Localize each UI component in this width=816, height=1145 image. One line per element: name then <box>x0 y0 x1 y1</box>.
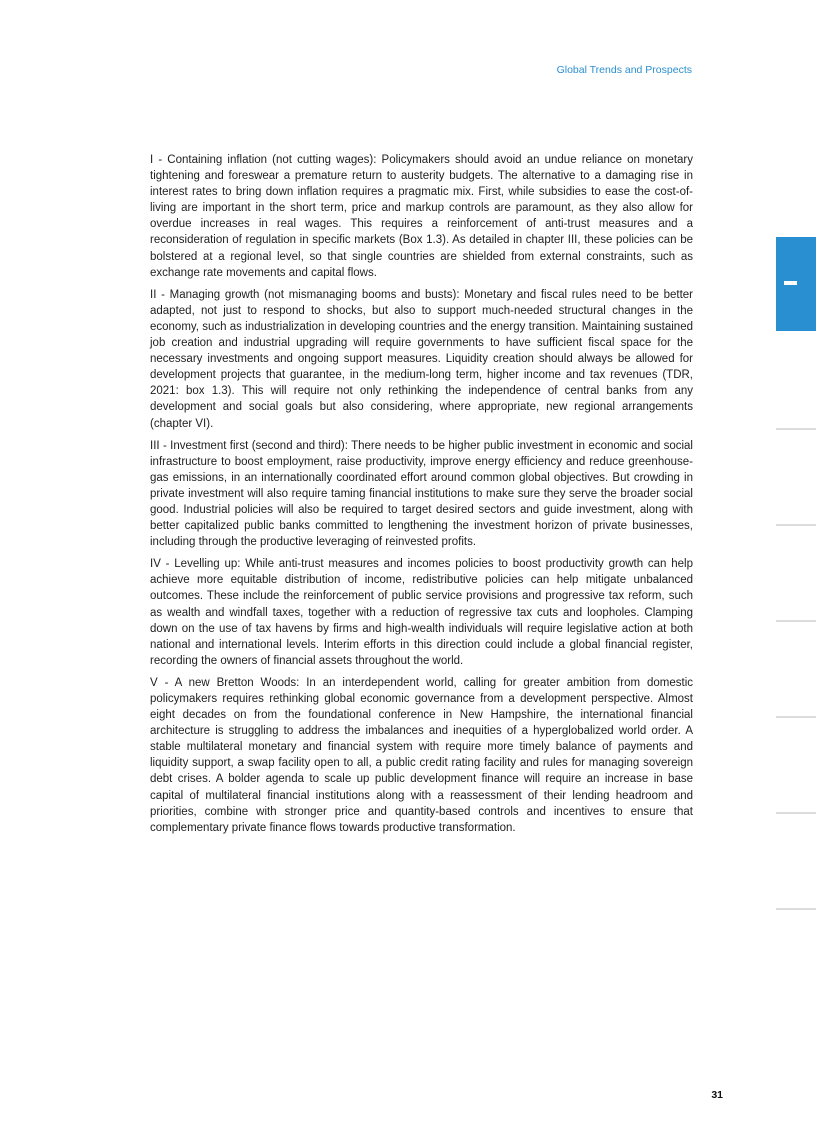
policy-paragraph-1: I - Containing inflation (not cutting wages): Policymakers should avoid an undue reliance on monetary tightening and foreswear a premature return to austerity budgets. The alternative to a damaging rise in interest rates to bring down inflation requires a pragmatic mix. First, while subsidies to ease the cost-of-living are important in the short term, price and markup controls are paramount, as they also allow for overdue increases in real wages. This requires a reinforcement of anti-trust measures and a reconsideration of regulation in specific markets (Box 1.3). As detailed in chapter III, these policies can be bolstered at a regional level, so that single countries are shielded from external constraints, such as exchange rate movements and capital flows. <box>150 154 693 279</box>
chapter-numeral-mark <box>784 281 797 285</box>
policy-paragraph-5: V - A new Bretton Woods: In an interdependent world, calling for greater ambition from domestic policymakers requires rethinking global economic governance from a development perspective. Almost eight decades on from the foundational conference in New Hampshire, the international financial architecture is struggling to address the imbalances and inequities of a hyperglobalized world order. A stable multilateral monetary and financial system with require more timely balance of payments and liquidity support, a swap facility open to all, a public credit rating facility and rules for managing sovereign debt crises. A bolder agenda to scale up public development finance will require an increase in base capital of multilateral financial institutions along with a reassessment of their lending headroom and priorities, combine with stronger price and quantity-based controls and incentives to ensure that complementary private finance flows towards productive transformation. <box>150 676 693 834</box>
chapter-tab-divider <box>776 812 816 814</box>
chapter-tab[interactable] <box>776 237 816 331</box>
chapter-tab-divider <box>776 524 816 526</box>
policy-paragraph-3: III - Investment first (second and third): There needs to be higher public investment in economic and social infrastructure to boost employment, raise productivity, improve energy efficiency and reduce greenhouse-gas emissions, in an internationally coordinated effort around common global objectives. But crowding in private investment will also require taming financial institutions to make sure they serve the broader social good. Industrial policies will also be required to target desired sectors and guide investment, along with better capitalized public banks committed to lengthening the investment horizon of private businesses, including through the productive leveraging of reinvested profits. <box>150 439 693 549</box>
chapter-tab-divider <box>776 620 816 622</box>
body-text <box>150 152 693 842</box>
chapter-tab-divider <box>776 716 816 718</box>
page-number: 31 <box>711 1089 723 1101</box>
policy-paragraph-2: II - Managing growth (not mismanaging booms and busts): Monetary and fiscal rules need to be better adapted, not just to respond to shocks, but also to support much-needed structural changes in the economy, such as industrialization in developing countries and the energy transition. Maintaining sustained job creation and industrial upgrading will require governments to have sufficient fiscal space for the necessary investments and ongoing support measures. Liquidity creation should always be allowed for development projects that guarantee, in the medium-long term, higher income and tax revenues (TDR, 2021: box 1.3). This will require not only rethinking the independence of central banks from any development and social goals but also considering, where appropriate, new regional arrangements (chapter VI). <box>150 288 693 430</box>
chapter-tab-divider <box>776 908 816 910</box>
running-header: Global Trends and Prospects <box>556 64 692 76</box>
chapter-tab-divider <box>776 428 816 430</box>
policy-paragraph-4: IV - Levelling up: While anti-trust measures and incomes policies to boost productivity growth can help achieve more equitable distribution of income, redistributive policies can help mitigate unbalanced outcomes. These include the reinforcement of public service provisions and progressive tax reform, such as wealth and windfall taxes, together with a reduction of regressive tax cuts and loopholes. Clamping down on the use of tax havens by firms and high-wealth individuals will require legislative action at both national and international levels. Interim efforts in this direction could include a global financial register, recording the owners of financial assets throughout the world. <box>150 558 693 667</box>
